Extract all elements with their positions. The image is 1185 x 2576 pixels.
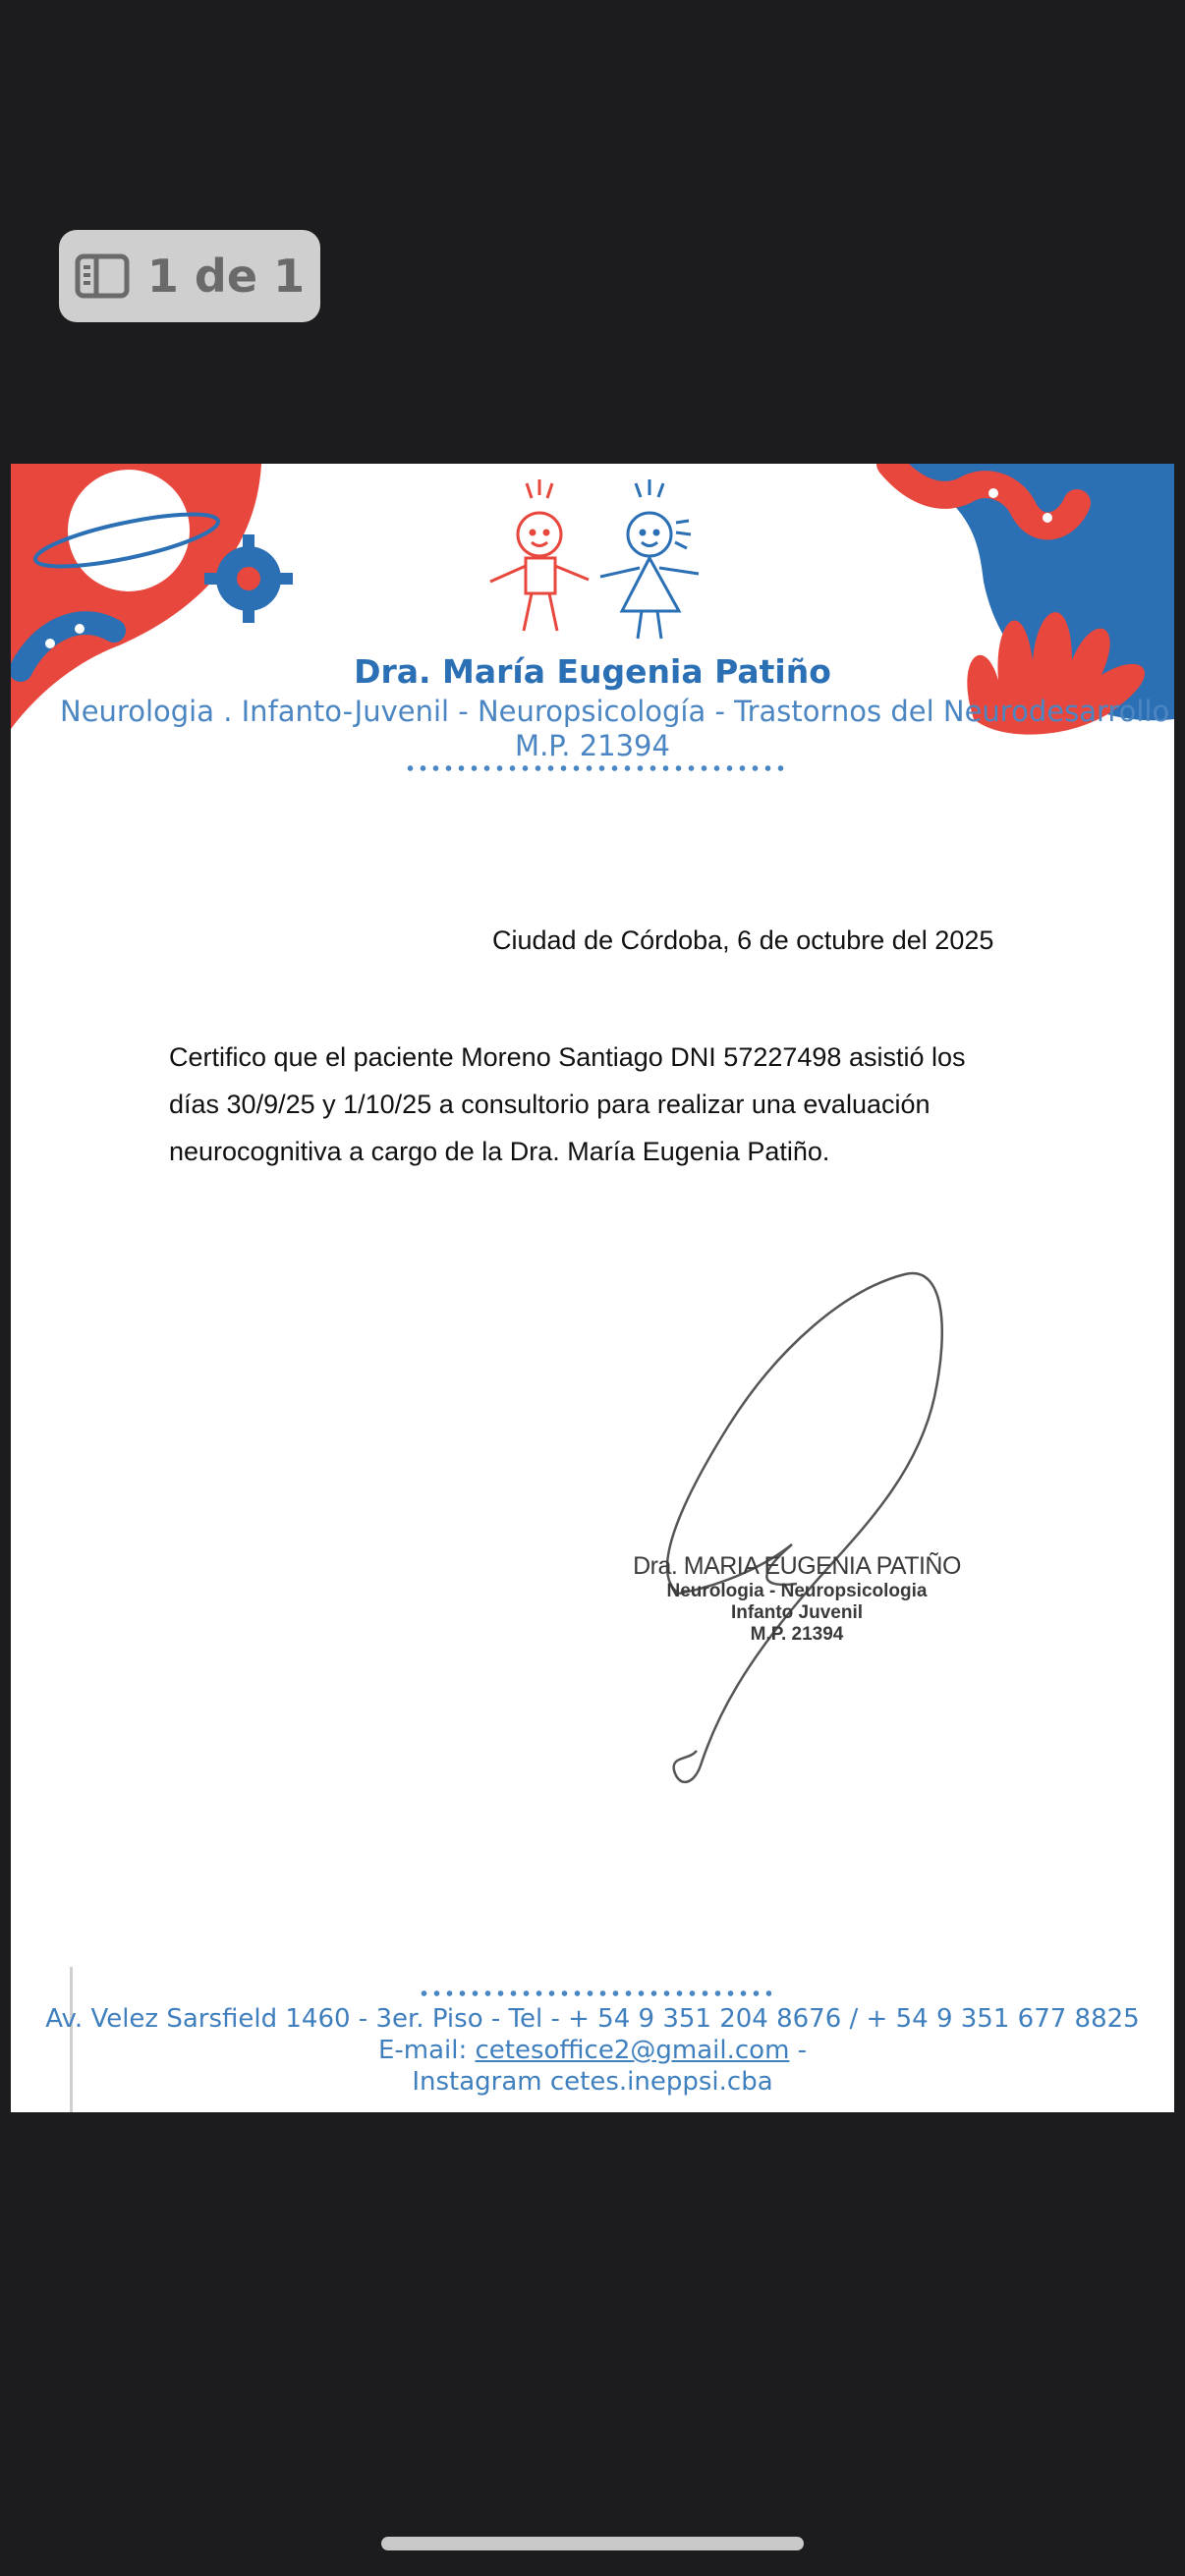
footer-instagram: Instagram cetes.ineppsi.cba	[412, 2067, 773, 2097]
email-label: E-mail:	[377, 2036, 468, 2065]
dotted-divider	[418, 1989, 771, 1997]
handwritten-signature	[620, 1250, 974, 1800]
body-line: neurocognitiva a cargo de la Dra. María Eugenia Patiño.	[169, 1137, 830, 1166]
footer-email-row	[11, 2036, 1174, 2065]
body-line: Certifico que el paciente Moreno Santiago DNI 57227498 asistió los	[169, 1042, 966, 1072]
child-drawing-girl	[600, 479, 699, 639]
doctor-stamp	[620, 1552, 974, 1646]
doctor-name: Dra. María Eugenia Patiño	[354, 652, 831, 691]
child-drawing-boy	[490, 479, 589, 631]
stamp-name: Dra. MARIA EUGENIA PATIÑO	[633, 1552, 961, 1580]
date-line: Ciudad de Córdoba, 6 de octubre del 2025	[492, 925, 994, 955]
specialties-line: Neurologia . Infanto-Juvenil - Neuropsicología - Trastornos del Neurodesarrollo	[60, 695, 1170, 728]
footer-address: Av. Velez Sarsfield 1460 - 3er. Piso - Tel - + 54 9 351 204 8676 / + 54 9 351 677 8825	[45, 2004, 1140, 2034]
sidebar-icon	[75, 253, 130, 299]
dotted-divider	[404, 764, 787, 772]
stamp-registration: M.P. 21394	[750, 1624, 844, 1645]
certificate-body	[169, 1034, 1034, 1175]
stamp-specialty: Neurologia - Neuropsicologia	[666, 1581, 928, 1601]
home-indicator[interactable]	[381, 2537, 804, 2550]
registration-number: M.P. 21394	[515, 729, 670, 762]
email-link[interactable]: cetesoffice2@gmail.com	[475, 2036, 790, 2065]
page-indicator-button[interactable]	[59, 230, 320, 322]
document-page	[11, 464, 1174, 2112]
page-indicator-label: 1 de 1	[146, 250, 306, 303]
body-line: días 30/9/25 y 1/10/25 a consultorio para realizar una evaluación	[169, 1090, 931, 1119]
stamp-subspecialty: Infanto Juvenil	[730, 1602, 864, 1623]
email-suffix: -	[797, 2036, 808, 2065]
